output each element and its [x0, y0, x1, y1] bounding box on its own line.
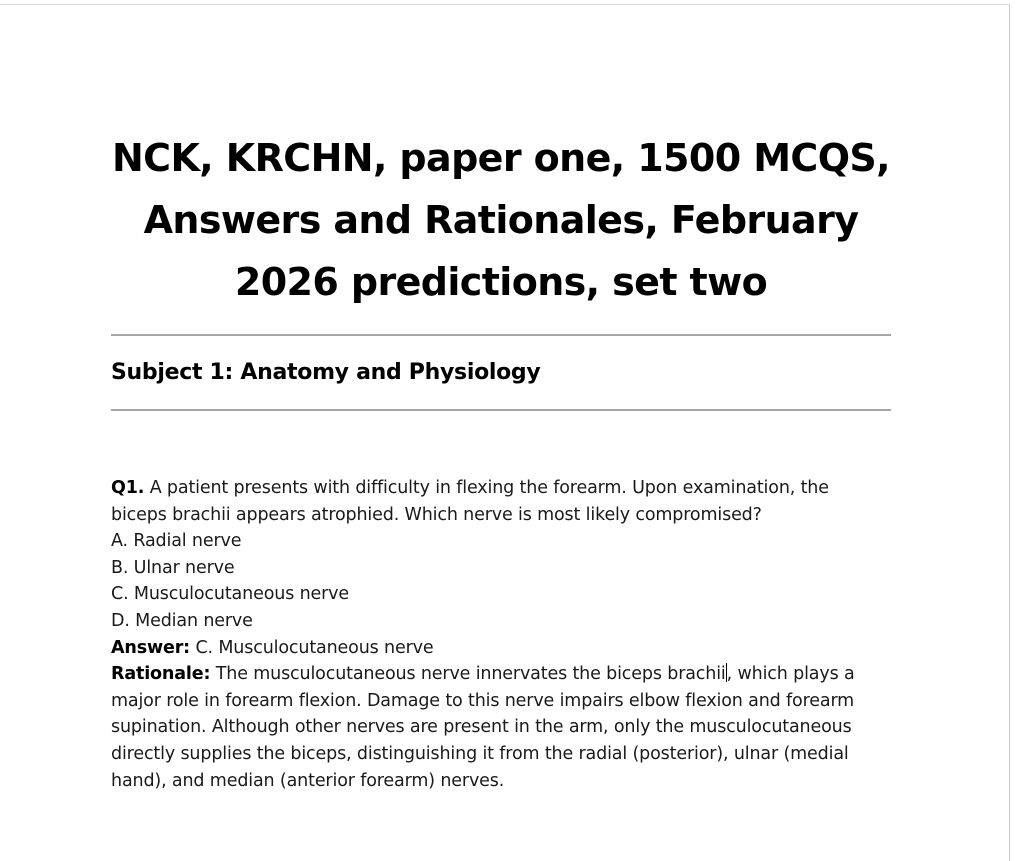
question-block: [111, 475, 881, 794]
option-a: A. Radial nerve: [111, 531, 242, 552]
question-stem-paragraph: [111, 475, 881, 528]
answer-label: Answer:: [111, 637, 191, 658]
question-stem: A patient presents with difficulty in flexing the forearm. Upon examination, the biceps brachii appears atrophied. Which nerve is most likely compromised?: [111, 478, 829, 525]
rationale-paragraph: [111, 661, 881, 794]
answer-text: C. Musculocutaneous nerve: [195, 637, 434, 658]
subject-heading: Subject 1: Anatomy and Physiology: [111, 360, 541, 385]
answer-line: [111, 635, 881, 662]
question-number: Q1.: [111, 478, 145, 498]
option-c: C. Musculocutaneous nerve: [111, 584, 349, 605]
horizontal-rule-bottom: [111, 409, 891, 411]
document-title: NCK, KRCHN, paper one, 1500 MCQS, Answers and Rationales, February 2026 predictions, set two: [111, 136, 891, 304]
document-page[interactable]: [0, 4, 1010, 861]
option-b: B. Ulnar nerve: [111, 557, 235, 578]
option-d: D. Median nerve: [111, 610, 253, 631]
rationale-text-end: , which plays a major role in forearm flexion. Damage to this nerve impairs elbow flexion and forearm supination. Although other nerves are present in the arm, only the musculocutaneous directly supplies the biceps, distinguishing it from the radial (posterior), ulnar (medial hand), and median (anterior forearm) nerves.: [111, 664, 855, 791]
rationale-text-start: The musculocutaneous nerve innervates the biceps brachii: [215, 664, 726, 685]
horizontal-rule-top: [111, 334, 891, 336]
rationale-label: Rationale:: [111, 664, 211, 685]
